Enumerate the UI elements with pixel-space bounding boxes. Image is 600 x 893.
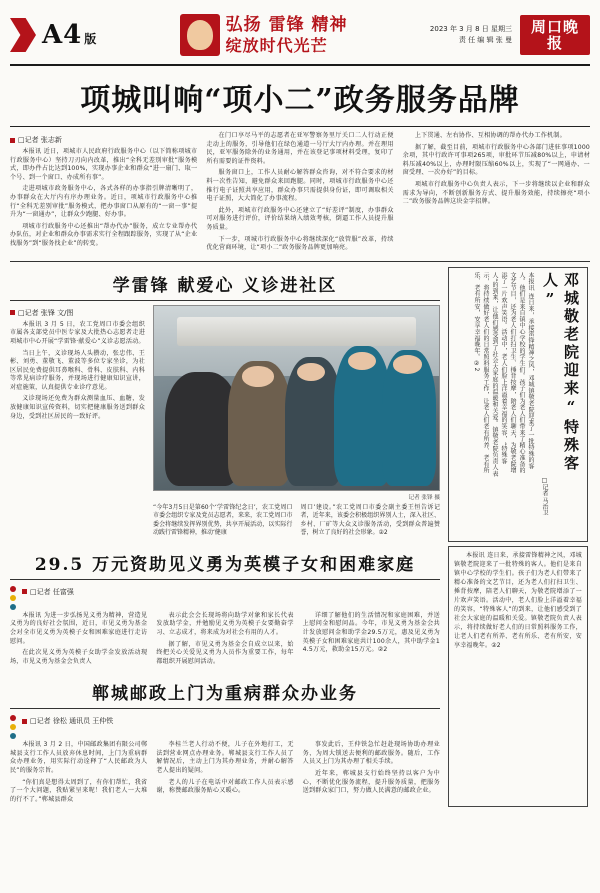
dot-icon: [10, 724, 16, 730]
aid-columns: [10, 612, 440, 670]
photo-tent: [177, 317, 416, 346]
dot-icon: [10, 586, 16, 592]
dot-decoration: [10, 586, 16, 610]
paragraph: 据了解，市见义勇为基金会自成立以来，始终把关心关爱见义勇为人员作为重要工作，每年都组织开展慰问活动。: [156, 640, 294, 665]
edition-number: A4: [42, 20, 83, 50]
byline-text: □记者 任富强: [30, 587, 74, 596]
paragraph: 走进项城市政务服务中心，各式各样的办事指引牌清晰明了，办事群众在大厅内有序办理业务。近日，项城市行政服务中心推行“全科无差别审批”服务模式，把办事窗口从原有的“一窗一事”提升为“一窗通办”，让群众少跑腿、好办事。: [10, 185, 198, 219]
volunteer-col-1: [10, 305, 145, 538]
dot-icon: [10, 733, 16, 739]
page-title: 项城叫响“项小二”政务服务品牌: [10, 66, 590, 127]
dot-decoration: [10, 715, 16, 739]
paragraph: 此外，项城市行政服务中心还建立了“好差评”制度，办事群众可对服务进行评价，评价结果纳入绩效考核，倒逼工作人员提升服务质量。: [206, 206, 394, 231]
paragraph: 本报讯 近日，项城市人民政府行政服务中心（以下简称项城市行政服务中心）坚持刀刃向内改革，推出“全科无差别审批”服务模式，即办件占比达到100%，实现办事企业和群众“进一扇门、取一个号、到一个窗口、办成所有事”。: [10, 148, 198, 181]
lead-col-2: [206, 132, 393, 256]
lead-article: [10, 132, 590, 262]
byline-row: [10, 584, 440, 612]
body-text: [206, 132, 393, 253]
paragraph: 项城市行政服务中心负责人表示，下一步将继续以企业和群众需求为导向，不断创新服务方式、提升服务效能，持续擦亮“项小二”政务服务品牌这块金字招牌。: [402, 180, 590, 206]
paragraph: 详细了解他们的生活情况和家庭困难，并送上慰问金和慰问品。今年，市见义勇为基金会共计发放慰问金和助学金29.5万元，惠及见义勇为英模子女和困难家庭共计100余人，其中助学金14.5万元，救助金15万元。②2: [302, 611, 440, 654]
body-text: [454, 551, 582, 650]
paragraph: 项城市行政服务中心还推出“帮办代办”服务，成立专业帮办代办队伍，对企业和群众办事需求实行全程跟踪服务，实现了从“企业找服务”到“服务找企业”的转变。: [10, 222, 198, 247]
slogan-banner: [97, 14, 430, 56]
section-title: 学雷锋 献爱心 义诊进社区: [10, 267, 440, 301]
paragraph: 本报讯 3 月 5 日，农工党周口市委会组织市属各支部党员中医专家及大批热心志愿者走进项城市中心开展“学雷锋·献爱心”义诊志愿活动。: [10, 320, 145, 345]
date-line: 2023 年 3 月 8 日 星期三: [429, 25, 512, 33]
square-bullet-icon: [10, 138, 15, 143]
section-title: 郸城邮政上门为重病群众办业务: [10, 675, 440, 709]
section-title: 29.5 万元资助见义勇为英模子女和困难家庭: [10, 546, 440, 580]
body-text: [10, 741, 147, 807]
masthead-meta: [430, 24, 512, 46]
byline-text: □记者 徐松 通讯员 王仲铁: [30, 717, 114, 726]
slogan-line-1: 弘扬 雷锋 精神: [225, 14, 348, 35]
photo-credit: 记者 张锋 摄: [408, 494, 440, 501]
paragraph: 在此次见义勇为英模子女助学金发放活动现场，市见义勇为基金会负责人: [10, 649, 148, 665]
volunteer-article: [10, 267, 440, 542]
paragraph: 本报讯 为进一步弘扬见义勇为精神，营造见义勇为的良好社会氛围，近日，市见义勇为基金会对全市见义勇为英模子女和困难家庭进行走访慰问。: [10, 611, 148, 645]
body-text: [10, 321, 145, 422]
paragraph: 本报讯 3 月 2 日，中国邮政集团有限公司郸城县支行工作人员放弃休息时间，上门为重病群众办理业务，用实际行动诠释了“人民邮政为人民”的服务宗旨。: [10, 741, 148, 775]
paragraph: 据了解，截至目前，项城市行政服务中心各部门进驻事项1000余项，其中行政许可事项265项，审批环节压减80%以上，申请材料压减40%以上，办理时限压缩60%以上，实现了“一网通办、一窗受理、一次办好”的目标。: [402, 143, 590, 177]
sidebar-article: [448, 267, 588, 542]
paragraph: 在门口享尽马平的志愿者在亚军警察务里厅关口二人行动正便走动上的服务，引导他们在绿色通道一号厅大厅内办理。并在理用民，亚军服务除外的业务通用，并在该登记事项材料受理，复印了所有需要的证件资料。: [206, 132, 394, 165]
section-title: 邓城敬老院迎来“特殊客人”: [541, 271, 580, 473]
byline-text: □记者 张锋 文/图: [18, 308, 74, 317]
photo-face: [242, 366, 273, 386]
postal-columns: [10, 741, 440, 807]
dot-icon: [10, 604, 16, 610]
article-with-photo: [10, 305, 440, 538]
body-text: 本报讯 连日来，承接雷锋精神之风，邓城镇敬老院迎来了一批特殊的客人。他们是来自镇中心学校的学生们。孩子们为老人们带来了精心准备的文艺节目，还为老人们打扫卫生、捶背按摩，陪老人们聊天，为敬老院增添了一片欢声笑语。活动中，老人们脸上洋溢着幸福的笑容，“特殊客人”的到来，让他们感受到了社会大家庭的温暖和关爱。镇敬老院负责人表示，将持续做好老人们的日常照料服务工作，让老人们老有所养、老有所乐、老有所安，安享幸福晚年。②2: [473, 271, 534, 477]
paragraph: 下一步，项城市行政服务中心将继续深化“放管服”改革，持续优化营商环境，让“项小二”政务服务品牌更加响亮。: [206, 235, 394, 252]
paragraph: 上下贯通、左右协作、互相协调的帮办代办工作机制。: [414, 132, 566, 139]
sidebar-continuation: [448, 546, 588, 808]
body-text: [156, 612, 293, 670]
paragraph: 近年来，郸城县支行始终坚持以客户为中心，不断优化服务流程，提升服务质量，把服务送到群众家门口，努力做人民满意的邮政企业。: [302, 770, 440, 795]
slogan-line-2: 绽放时代光芒: [225, 35, 328, 55]
photo-caption: “今年3月5日是第60个‘学雷锋纪念日’，农工党周口市委会组织专家及党员志愿者，来来，农工党周口市委会将继续发挥界别优势，共享开展活动，以实际行动践行雷锋精神，推动‘健康: [153, 503, 293, 536]
slogan-text: [226, 16, 348, 55]
byline-text: □记者 张志新: [18, 136, 62, 144]
paragraph: 本报讯 连日来，承接雷锋精神之风，邓城镇敬老院迎来了一批特殊的客人。他们是来自镇中心学校的学生们。孩子们为老人们带来了精心准备的文艺节目，还为老人们打扫卫生、捶背按摩，陪老人们聊天，为敬老院增添了一片欢声笑语。活动中，老人们脸上洋溢着幸福的笑容，“特殊客人”的到来，让他们感受到了社会大家庭的温暖和关爱。镇敬老院负责人表示，将持续做好老人们的日常照料服务工作，让老人们老有所养、老有所乐、老有所安，安享幸福晚年。②2: [454, 551, 582, 649]
body-text: [403, 132, 590, 207]
middle-region: [10, 267, 590, 542]
paragraph: 李桂兰老人行动不便，儿子在外地打工，无法到营业网点办理业务。郸城县支行工作人员了解情况后，主动上门为其办理业务，并耐心解答老人提出的疑问。: [156, 741, 294, 775]
paper-nameplate: 周口晚报: [520, 15, 590, 55]
body-text: [156, 741, 293, 807]
lower-region: [10, 546, 590, 808]
edition-label: [42, 20, 97, 50]
paragraph: 老人的儿子在电话中对邮政工作人员表示感谢，称赞邮政服务贴心又暖心。: [156, 778, 294, 795]
masthead: [10, 6, 590, 66]
masthead-right: [430, 15, 590, 55]
body-text: [10, 148, 197, 249]
byline: [22, 716, 113, 726]
lead-col-3: [403, 132, 590, 256]
byline: [10, 135, 197, 145]
body-text: [303, 612, 440, 670]
byline: [22, 587, 74, 597]
body-text: [303, 741, 440, 807]
lead-col-1: [10, 132, 197, 256]
photo-face: [297, 363, 326, 381]
photo-block: [153, 305, 440, 538]
news-photo: [153, 305, 440, 491]
paragraph: “你们真是想得太周到了，有你们帮忙，我省了一个大问题，我贴紧呈来呢！我们老人一大堆的行不了。”郸城县群众: [10, 778, 148, 803]
aid-article: [10, 546, 440, 808]
square-bullet-icon: [10, 310, 15, 315]
square-bullet-icon: [22, 719, 27, 724]
photo-caption-row: [153, 501, 440, 538]
edition-suffix: 版: [84, 32, 98, 46]
byline-row: [10, 713, 440, 741]
paragraph: 服务窗口上，工作人员耐心解答群众咨询，对不符合要求的材料一次性告知，避免群众来回跑腿。同时，项城市行政服务中心还推行电子证照共享应用，群众办事只需提供身份证，即可调取相关电子证照，大大简化了办事流程。: [206, 169, 394, 203]
paragraph: 事发此后，王仲铁急忙赶赴现场协助办理业务，为周大锁送去便利的邮政服务。随后，工作人员又上门为其办理了相关手续。: [302, 741, 440, 766]
byline: [10, 308, 145, 318]
dot-icon: [10, 595, 16, 601]
vertical-article: [454, 272, 582, 537]
lei-feng-portrait-icon: [180, 14, 220, 56]
photo-caption: 周口’建设。”农工党周口市委会副主委王恒告诉记者，近年来，该委会积极组织界别人士，深入社区、乡村、厂矿等大众义诊服务活动，受到群众普遍赞誉，树立了良好的社会形象。②2: [300, 503, 440, 536]
vertical-title-wrap: [540, 272, 582, 537]
paragraph: 义诊现场还免费为群众测量血压、血糖，发放健康知识宣传资料，切实把健康服务送到群众身边，受到社区居民的一致好评。: [10, 395, 145, 420]
paragraph: 当日上午，义诊现场人头攒动，张忠伟、王彬、刘勇、董敬飞、董波等多位专家坐诊，为社区居民免费提供耳鼻喉科、骨科、皮肤科、内科等常见病诊疗服务，并现场进行健康知识宣讲，对症施策，认真提供专业诊疗意见。: [10, 349, 145, 391]
dot-icon: [10, 715, 16, 721]
square-bullet-icon: [22, 589, 27, 594]
photo-face: [393, 355, 422, 373]
editor-line: 责 任 编 辑 张 曼: [458, 36, 512, 44]
chevron-right-icon: [10, 18, 36, 52]
byline-text: □记者 马治卫: [541, 476, 548, 516]
paragraph: 表示此会会长现场将向助学对象和家长代表发放助学金，并勉励见义勇为英模子女要勤奋学习、立志成才，将来成为对社会有用的人才。: [156, 611, 294, 636]
body-text: [10, 612, 147, 670]
